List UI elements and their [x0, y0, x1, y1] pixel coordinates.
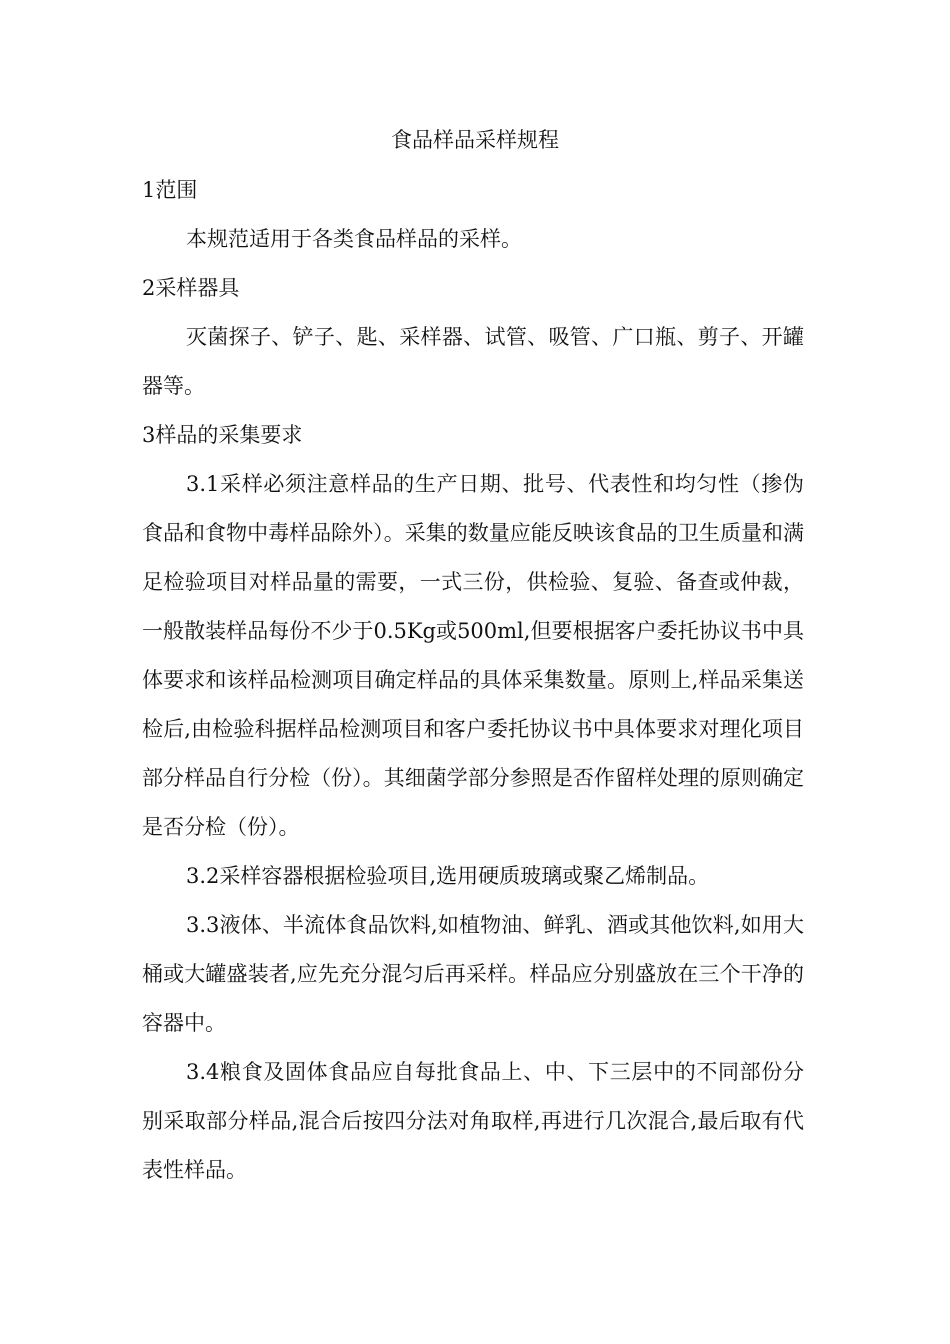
paragraph-requirement-3-4: 3.4粮食及固体食品应自每批食品上、中、下三层中的不同部份分别采取部分样品,混合后按四分法对角取样,再进行几次混合,最后取有代表性样品。	[142, 1060, 804, 1182]
document-title: 食品样品采样规程	[391, 128, 559, 152]
section-heading-requirements: 3样品的采集要求	[142, 423, 303, 447]
paragraph-tools: 灭菌探子、铲子、匙、采样器、试管、吸管、广口瓶、剪子、开罐器等。	[142, 325, 804, 398]
section-heading-scope: 1范围	[142, 178, 198, 202]
section-heading-tools: 2采样器具	[142, 276, 240, 300]
paragraph-requirement-3-1: 3.1采样必须注意样品的生产日期、批号、代表性和均匀性（掺伪食品和食物中毒样品除外）。采集的数量应能反映该食品的卫生质量和满足检验项目对样品量的需要，一式三份，供检验、复验、备查或仲裁，一般散装样品每份不少于0.5Kg或500ml,但要根据客户委托协议书中具体要求和该样品检测项目确定样品的具体采集数量。原则上,样品采集送检后,由检验科据样品检测项目和客户委托协议书中具体要求对理化项目部分样品自行分检（份）。其细菌学部分参照是否作留样处理的原则确定是否分检（份）。	[142, 472, 804, 839]
paragraph-requirement-3-2: 3.2采样容器根据检验项目,选用硬质玻璃或聚乙烯制品。	[186, 864, 710, 888]
paragraph-requirement-3-3: 3.3液体、半流体食品饮料,如植物油、鲜乳、酒或其他饮料,如用大桶或大罐盛装者,应先充分混匀后再采样。样品应分别盛放在三个干净的容器中。	[142, 913, 804, 1035]
paragraph-scope: 本规范适用于各类食品样品的采样。	[186, 227, 522, 251]
document-body	[142, 166, 804, 1195]
